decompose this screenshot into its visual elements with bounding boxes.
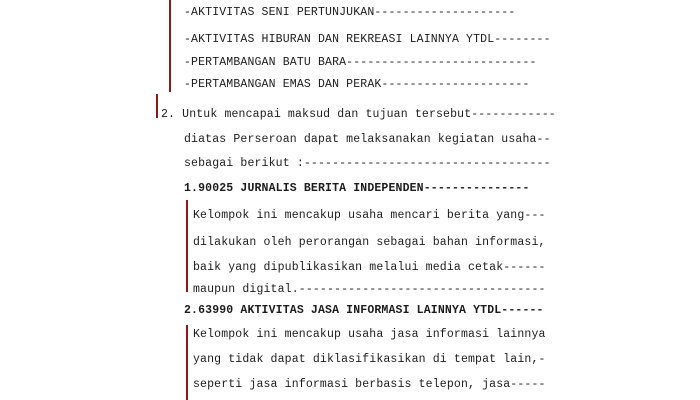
item-2-heading: 2.63990 AKTIVITAS JASA INFORMASI LAINNYA YTDL------ (184, 304, 544, 317)
item-2-line: yang tidak dapat diklasifikasikan di tempat lain,- (193, 353, 546, 366)
margin-bar-clause-2 (156, 94, 158, 118)
margin-bar-item-2 (186, 325, 188, 400)
activity-line: -PERTAMBANGAN BATU BARA--------------------------- (184, 56, 537, 69)
activity-line: -PERTAMBANGAN EMAS DAN PERAK--------------------- (184, 78, 530, 91)
item-1-line: baik yang dipublikasikan melalui media cetak------ (193, 261, 546, 274)
clause-2-line: sebagai berikut :----------------------------------- (184, 157, 551, 170)
activity-line: -AKTIVITAS SENI PERTUNJUKAN-------------------- (184, 6, 516, 19)
item-2-line: Kelompok ini mencakup usaha jasa informasi lainnya (193, 328, 546, 341)
item-1-heading: 1.90025 JURNALIS BERITA INDEPENDEN--------------- (184, 182, 530, 195)
item-2-line: seperti jasa informasi berbasis telepon, jasa----- (193, 378, 546, 391)
clause-2-line: diatas Perseroan dapat melaksanakan kegiatan usaha-- (184, 133, 551, 146)
item-1-line: maupun digital.----------------------------------- (193, 283, 546, 296)
margin-bar-item-1 (186, 200, 188, 292)
item-1-line: dilakukan oleh perorangan sebagai bahan informasi, (193, 236, 546, 249)
activity-line: -AKTIVITAS HIBURAN DAN REKREASI LAINNYA YTDL-------- (184, 33, 551, 46)
margin-bar-activities (169, 0, 171, 92)
clause-2-line: 2. Untuk mencapai maksud dan tujuan tersebut------------ (161, 108, 556, 121)
item-1-line: Kelompok ini mencakup usaha mencari berita yang--- (193, 209, 546, 222)
